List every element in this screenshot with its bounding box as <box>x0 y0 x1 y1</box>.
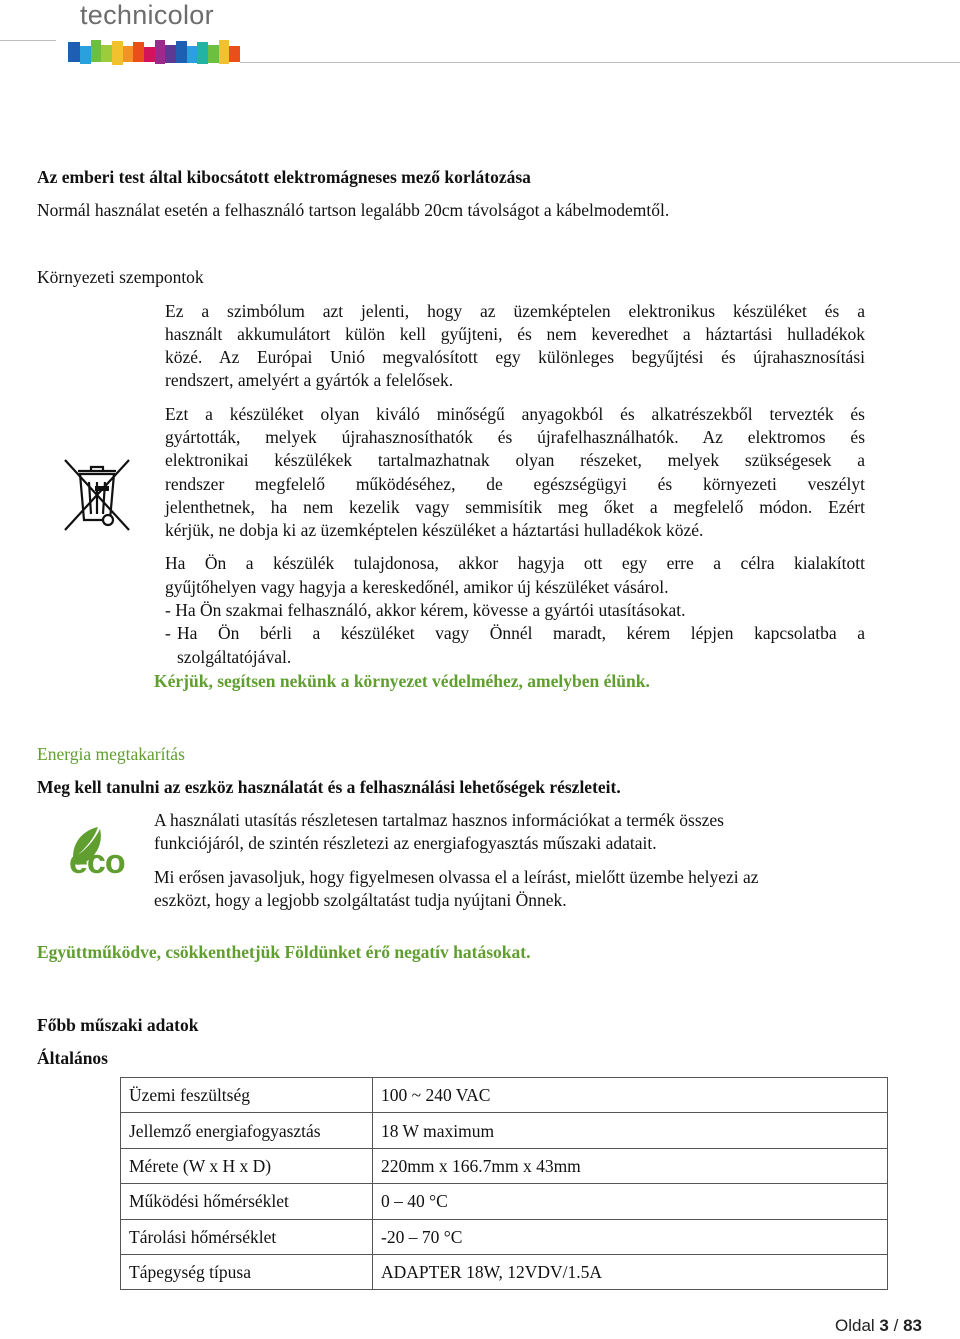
table-row <box>121 1254 888 1289</box>
specs-heading: Főbb műszaki adatok <box>37 1015 199 1035</box>
spec-value: 100 ~ 240 VAC <box>373 1078 888 1113</box>
environment-p2-line: elektronikai készülékek tartalmazhatnak olyan részeket, melyek szükségesek a <box>165 450 865 470</box>
environment-bullet-2-line: szolgáltatójával. <box>177 647 292 667</box>
energy-p1-line: funkciójáról, de szintén részletezi az energiafogyasztás műszaki adatait. <box>154 833 657 853</box>
emf-heading: Az emberi test által kibocsátott elektromágneses mező korlátozása <box>37 167 531 187</box>
page-number: 3 <box>879 1316 889 1335</box>
page-total: 83 <box>903 1316 922 1335</box>
table-row <box>121 1148 888 1183</box>
energy-p2-line: Mi erősen javasoljuk, hogy figyelmesen olvassa el a leírást, mielőtt üzembe helyezi az <box>154 867 759 887</box>
eco-logo-icon <box>64 825 132 893</box>
header-rule-right <box>240 62 960 63</box>
spec-value: 220mm x 166.7mm x 43mm <box>373 1148 888 1183</box>
emf-text: Normál használat esetén a felhasználó tartson legalább 20cm távolságot a kábelmodemtől. <box>37 200 670 220</box>
energy-heading: Energia megtakarítás <box>37 744 185 764</box>
environment-p3-line: Ha Ön a készülék tulajdonosa, akkor hagyja ott egy erre a célra kialakított <box>165 553 865 573</box>
spec-value: -20 – 70 °C <box>373 1219 888 1254</box>
technicolor-logo-bar <box>68 40 240 66</box>
table-row <box>121 1113 888 1148</box>
page-separator: / <box>893 1316 899 1335</box>
page-label: Oldal <box>834 1316 875 1335</box>
environment-call-to-action: Kérjük, segítsen nekünk a környezet védelméhez, amelyben élünk. <box>154 671 650 691</box>
environment-p2-line: gyártották, melyek újrahasznosíthatók és újrafelhasználhatók. Az elektromos és <box>165 427 865 447</box>
environment-p1-line: Ez a szimbólum azt jelenti, hogy az üzemképtelen elektronikus készüléket és a <box>165 301 865 321</box>
energy-together-slogan: Együttműködve, csökkenthetjük Földünket érő negatív hatásokat. <box>37 942 531 962</box>
spec-label: Üzemi feszültség <box>121 1078 373 1113</box>
table-row <box>121 1219 888 1254</box>
spec-value: 18 W maximum <box>373 1113 888 1148</box>
spec-value: ADAPTER 18W, 12VDV/1.5A <box>373 1254 888 1289</box>
environment-p2-line: rendszer megfelelő működéséhez, de egészségügyi és környezeti veszélyt <box>165 474 865 494</box>
table-row <box>121 1184 888 1219</box>
environment-bullet-2-line: Ha Ön bérli a készüléket vagy Önnél maradt, kérem lépjen kapcsolatba a <box>177 623 865 643</box>
environment-p2-line: Ezt a készüléket olyan kiváló minőségű anyagokból és alkatrészekből tervezték és <box>165 404 865 424</box>
environment-heading: Környezeti szempontok <box>37 267 204 287</box>
specs-table <box>120 1077 888 1290</box>
spec-value: 0 – 40 °C <box>373 1184 888 1219</box>
spec-label: Tárolási hőmérséklet <box>121 1219 373 1254</box>
eco-logo-text: eco <box>69 843 125 881</box>
environment-p1-line: közé. Az Európai Unió megvalósított egy különleges begyűjtési és újrahasznosítási <box>165 347 865 367</box>
spec-label: Jellemző energiafogyasztás <box>121 1113 373 1148</box>
spec-label: Mérete (W x H x D) <box>121 1148 373 1183</box>
technicolor-logo-text: technicolor <box>80 0 214 30</box>
spec-label: Működési hőmérséklet <box>121 1184 373 1219</box>
environment-p2-line: kérjük, ne dobja ki az üzemképtelen készüléket a háztartási hulladékok közé. <box>165 520 704 540</box>
spec-label: Tápegység típusa <box>121 1254 373 1289</box>
specs-subheading: Általános <box>37 1048 108 1068</box>
environment-p2-line: jelenthetnek, ha nem kezelik vagy semmisítik meg őket a megfelelő módon. Ezért <box>165 497 865 517</box>
energy-p1-line: A használati utasítás részletesen tartalmaz hasznos információkat a termék összes <box>154 810 724 830</box>
environment-p1-line: használt akkumulátort külön kell gyűjteni, és nem keveredhet a háztartási hulladékok <box>165 324 865 344</box>
weee-crossed-bin-icon <box>62 458 132 532</box>
header-rule-left <box>0 40 56 41</box>
table-row <box>121 1078 888 1113</box>
environment-bullet-1: - Ha Ön szakmai felhasználó, akkor kérem, kövesse a gyártói utasításokat. <box>165 600 686 620</box>
environment-bullet-2-dash: - <box>165 623 171 643</box>
energy-p2-line: eszközt, hogy a legjobb szolgáltatást tudja nyújtani Önnek. <box>154 890 567 910</box>
environment-p1-line: rendszert, amelyért a gyártók a felelősek. <box>165 370 454 390</box>
energy-subheading: Meg kell tanulni az eszköz használatát és a felhasználási lehetőségek részleteit. <box>37 777 621 797</box>
environment-p3-line: gyűjtőhelyen vagy hagyja a kereskedőnél, amikor új készüléket vásárol. <box>165 577 669 597</box>
page-footer <box>835 1316 922 1336</box>
